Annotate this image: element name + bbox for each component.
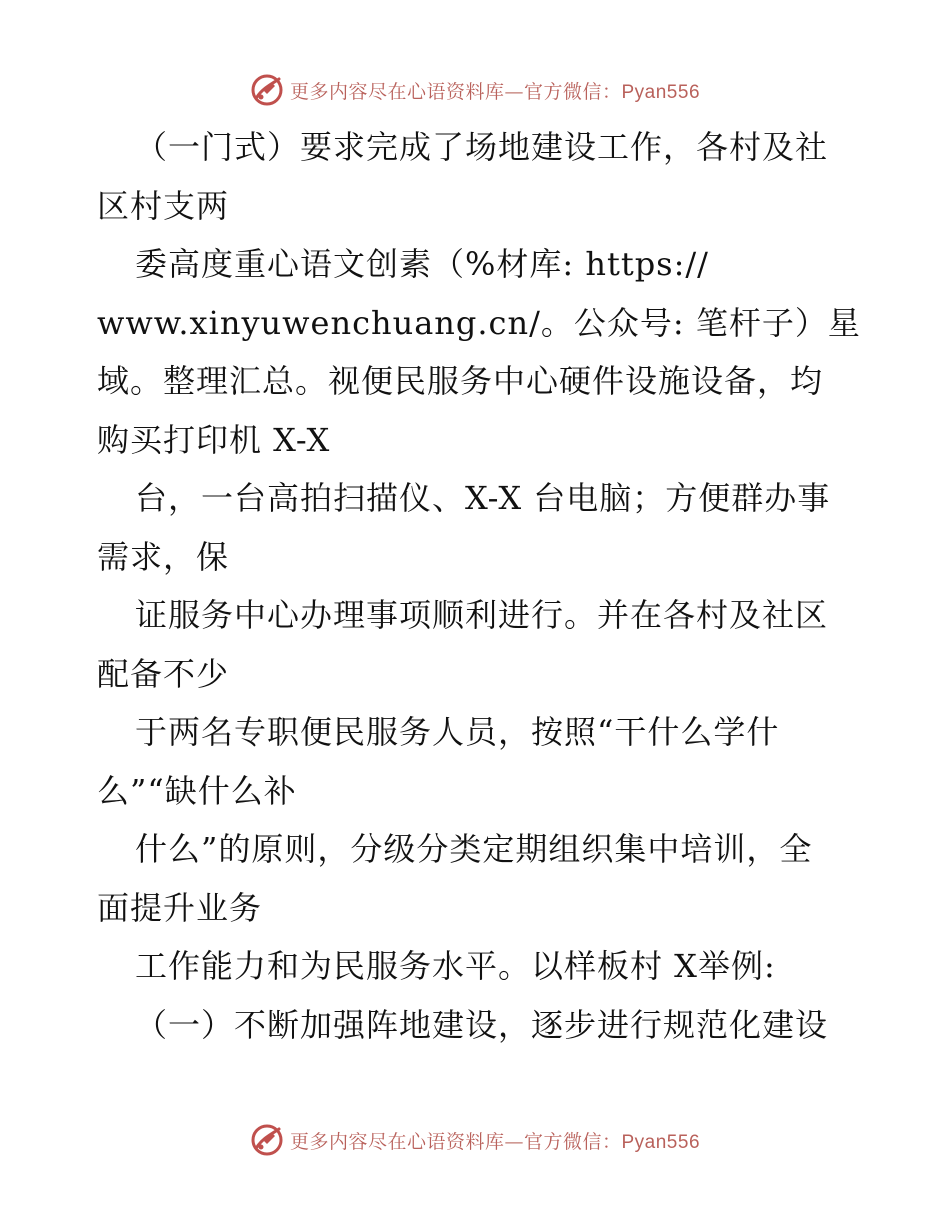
watermark-dash: — (504, 80, 524, 103)
text-line: （一）不断加强阵地建设，逐步进行规范化建设 (135, 1005, 829, 1044)
header-watermark (0, 70, 950, 110)
text-line: 台，一台高拍扫描仪、X-X 台电脑；方便群办事 (135, 479, 831, 517)
seal-pen-logo-icon (250, 73, 284, 107)
text-line: 区村支两 (97, 186, 230, 225)
footer-watermark (0, 1120, 950, 1160)
text-line: 购买打印机 X-X (97, 420, 331, 459)
text-line: 于两名专职便民服务人员，按照“干什么学什 (135, 713, 780, 751)
watermark-wechat-label: 官方微信： (523, 1130, 622, 1153)
watermark-main: 更多内容尽在心语资料库 (289, 1130, 505, 1153)
watermark-text (290, 1127, 700, 1154)
text-line: 委高度重心语文创素（%材库: https:// (135, 245, 709, 283)
text-line: www.xinyuwenchuang.cn/。公众号: 笔杆子）星 (97, 303, 861, 342)
text-line: 证服务中心办理事项顺利进行。并在各村及社区 (135, 596, 829, 634)
document-body (97, 118, 861, 1054)
text-line: （一门式）要求完成了场地建设工作，各村及社 (135, 128, 829, 166)
text-line: 么”“缺什么补 (97, 771, 297, 810)
watermark-wechat-id: Pyan556 (621, 81, 701, 103)
watermark-dash: — (504, 1130, 524, 1153)
watermark-wechat-id: Pyan556 (621, 1131, 701, 1153)
text-line: 需求，保 (97, 537, 230, 576)
text-line: 配备不少 (97, 654, 230, 693)
text-line: 工作能力和为民服务水平。以样板村 X举例: (135, 947, 776, 985)
watermark-main: 更多内容尽在心语资料库 (289, 80, 505, 103)
watermark-wechat-label: 官方微信： (523, 80, 622, 103)
text-line: 域。整理汇总。视便民服务中心硬件设施设备，均 (97, 362, 824, 400)
seal-pen-logo-icon (250, 1123, 284, 1157)
text-line: 什么”的原则，分级分类定期组织集中培训，全 (135, 830, 813, 868)
text-line: 面提升业务 (97, 888, 263, 927)
watermark-text (290, 77, 700, 104)
